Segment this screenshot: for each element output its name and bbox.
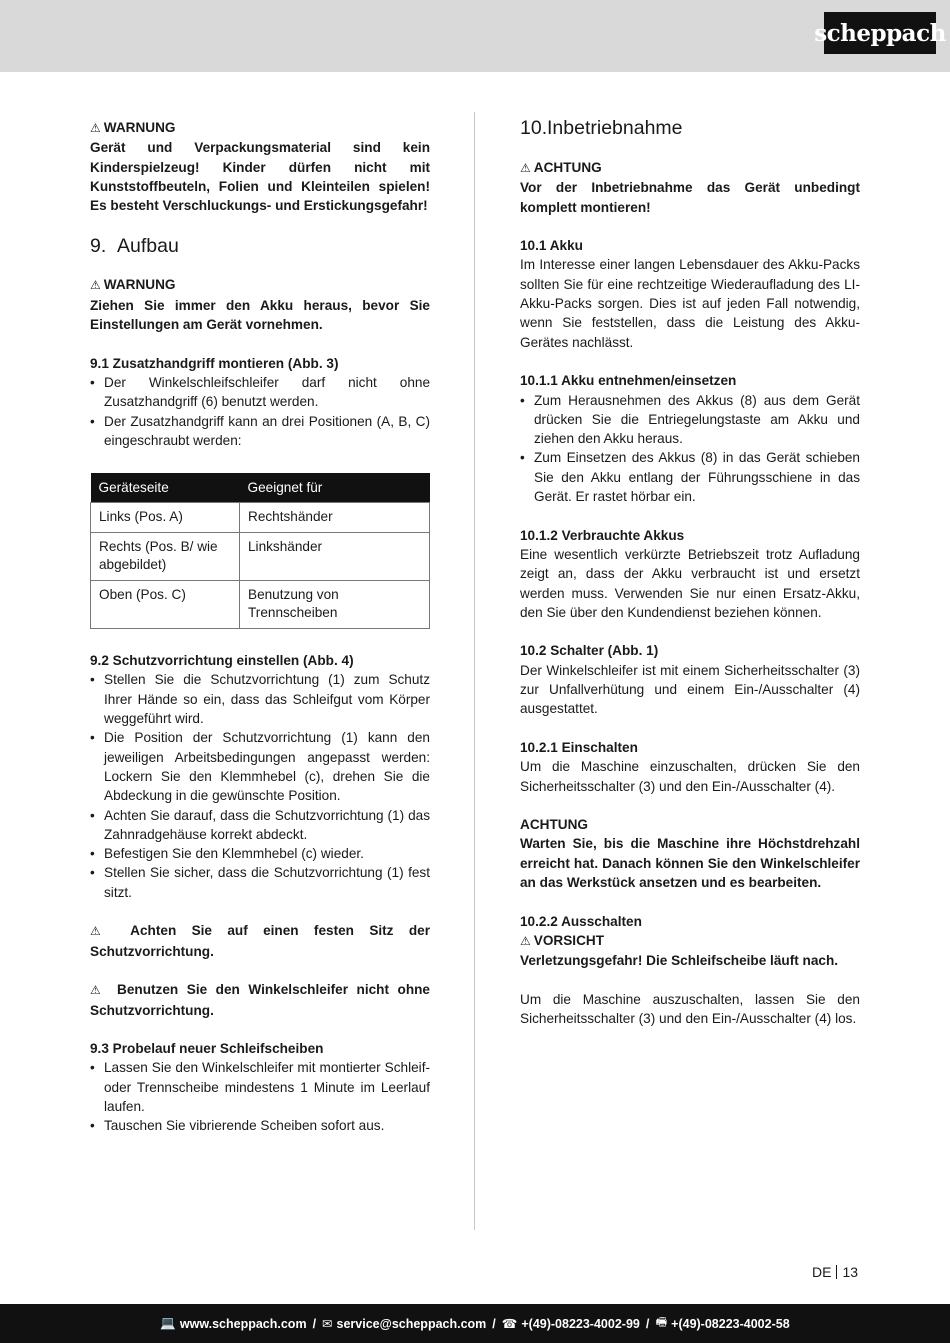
table-row: [91, 533, 430, 581]
warning-heading: [90, 275, 430, 295]
footer-website-link[interactable]: www.scheppach.com: [179, 1316, 307, 1331]
subsection-title: 10.2.2 Ausschalten: [520, 913, 642, 929]
paragraph: Um die Maschine einzuschalten, drücken Sie den Sicherheitsschalter (3) und den Ein-/Ausschalter (4).: [520, 759, 860, 794]
bullet-list: [520, 391, 860, 507]
warning-icon: ⚠: [520, 161, 531, 175]
warning-icon: ⚠: [90, 983, 106, 998]
caution-text: Warten Sie, bis die Maschine ihre Höchstdrehzahl erreicht hat. Danach können Sie den Winkelschleifer an das Werkstück ansetzen und es bearbeiten.: [520, 836, 860, 890]
footer-fax: +(49)-08223-4002-58: [671, 1316, 790, 1331]
list-item: • Lassen Sie den Winkelschleifer mit montierter Schleif- oder Trennscheibe mindestens 1 Minute im Leerlauf laufen.: [90, 1058, 430, 1116]
warning-icon: ⚠: [520, 933, 531, 948]
paragraph: Der Winkelschleifer ist mit einem Sicherheitsschalter (3) zur Unfallverhütung und einem Ein-/Ausschalter (4) ausgestattet.: [520, 662, 860, 717]
brand-logo-text: scheppach: [814, 19, 946, 47]
handle-position-table: [90, 473, 430, 629]
safety-note: [90, 921, 430, 961]
list-item: • Befestigen Sie den Klemmhebel (c) wieder.: [90, 844, 430, 863]
header-bar: [0, 0, 950, 72]
paragraph: Eine wesentlich verkürzte Betriebszeit trotz Aufladung zeigt an, dass der Akku verbraucht ist und ersetzt werden muss. Verwenden Sie nur einen Ersatz-Akku, den Sie über den Kundendienst beziehen können.: [520, 546, 860, 620]
warning-text: Ziehen Sie immer den Akku heraus, bevor Sie Einstellungen am Gerät vornehmen.: [90, 297, 430, 333]
paragraph: Im Interesse einer langen Lebensdauer des Akku-Packs sollten Sie für eine rechtzeitige Wiederaufladung des LI-Akku-Packs sorgen. Dies ist auf jeden Fall notwendig, wenn Sie feststellen, dass die Leistung des Akku-Gerätes nachlässt.: [520, 257, 860, 350]
section-title: Aufbau: [117, 235, 179, 258]
caution-label: ACHTUNG: [520, 817, 588, 833]
table-cell: Rechts (Pos. B/ wie abgebildet): [91, 533, 240, 581]
safety-note: [90, 980, 430, 1020]
list-item: • Stellen Sie die Schutzvorrichtung (1) zum Schutz Ihrer Hände so ein, dass das Schleifgut vom Körper weggeführt wird.: [90, 670, 430, 728]
subsection-title: 10.1 Akku: [520, 238, 583, 254]
footer-bar: [0, 1304, 950, 1343]
list-item: • Tauschen Sie vibrierende Scheiben sofort aus.: [90, 1116, 430, 1135]
warning-label: WARNUNG: [103, 277, 176, 293]
safety-note-text: Achten Sie auf einen festen Sitz der Schutzvorrichtung.: [90, 923, 430, 959]
brand-logo: [814, 12, 946, 54]
left-column: [90, 118, 430, 1136]
mail-icon: ✉: [322, 1317, 333, 1331]
list-item: • Zum Herausnehmen des Akkus (8) aus dem Gerät drücken Sie die Entriegelungstaste am Akku und ziehen den Akku heraus.: [520, 391, 860, 449]
list-item: • Der Winkelschleifschleifer darf nicht ohne Zusatzhandgriff (6) benutzt werden.: [90, 373, 430, 412]
footer-email-link[interactable]: service@scheppach.com: [336, 1316, 487, 1331]
table-cell: Rechtshänder: [240, 503, 430, 533]
list-item: • Stellen Sie sicher, dass die Schutzvorrichtung (1) fest sitzt.: [90, 863, 430, 902]
subsection-title: 10.1.1 Akku entnehmen/einsetzen: [520, 373, 737, 389]
list-item: • Achten Sie darauf, dass die Schutzvorrichtung (1) das Zahnradgehäuse korrekt abdeckt.: [90, 806, 430, 845]
table-cell: Linkshänder: [240, 533, 430, 581]
phone-icon: ☎: [501, 1317, 518, 1331]
table-header-cell: Geräteseite: [91, 473, 240, 503]
warning-text: Gerät und Verpackungsmaterial sind kein Kinderspielzeug! Kinder dürfen nicht mit Kunststoffbeuteln, Folien und Kleinteilen spielen! Es besteht Verschluckungs- und Erstickungsgefahr!: [90, 140, 430, 214]
caution-label: VORSICHT: [533, 932, 605, 948]
warning-icon: ⚠: [90, 278, 101, 293]
page-number: [812, 1264, 858, 1280]
warning-label: WARNUNG: [103, 120, 176, 135]
section-title: Inbetriebnahme: [547, 117, 683, 139]
page-language: DE: [812, 1264, 832, 1280]
bullet-list: [90, 1058, 430, 1135]
subsection-title: 9.2 Schutzvorrichtung einstellen (Abb. 4): [90, 653, 354, 669]
subsection-title: 9.3 Probelauf neuer Schleifscheiben: [90, 1041, 324, 1057]
footer-separator: /: [312, 1316, 317, 1331]
safety-note-text: Benutzen Sie den Winkelschleifer nicht ohne Schutzvorrichtung.: [90, 982, 430, 1018]
table-row: [91, 503, 430, 533]
list-item: • Die Position der Schutzvorrichtung (1) kann den jeweiligen Arbeitsbedingungen angepasst werden: Lockern Sie den Klemmhebel (c), drehen Sie die Abdeckung in die gewünschte Position.: [90, 728, 430, 805]
section-heading: [520, 114, 860, 142]
caution-text: Vor der Inbetriebnahme das Gerät unbedingt komplett montieren!: [520, 180, 860, 215]
caution-heading: [520, 158, 860, 178]
subsection-title: 9.1 Zusatzhandgriff montieren (Abb. 3): [90, 355, 339, 371]
right-column: [520, 114, 860, 1028]
page-number-separator: [836, 1265, 837, 1279]
table-cell: Benutzung von Trennscheiben: [240, 581, 430, 629]
bullet-list: [90, 373, 430, 450]
caution-text: Verletzungsgefahr! Die Schleifscheibe läuft nach.: [520, 953, 839, 969]
list-item: • Der Zusatzhandgriff kann an drei Positionen (A, B, C) eingeschraubt werden:: [90, 412, 430, 451]
table-cell: Oben (Pos. C): [91, 581, 240, 629]
footer-phone: +(49)-08223-4002-99: [521, 1316, 640, 1331]
table-header-row: [91, 473, 430, 503]
section-number: 9.: [90, 235, 107, 258]
subsection-title: 10.1.2 Verbrauchte Akkus: [520, 527, 685, 543]
warning-heading: [90, 118, 430, 138]
footer-separator: /: [492, 1316, 496, 1331]
section-number: 10.: [520, 117, 548, 139]
column-divider: [474, 112, 475, 1230]
computer-icon: 💻: [160, 1316, 176, 1330]
section-heading: [90, 232, 430, 260]
table-row: [91, 581, 430, 629]
table-header-cell: Geeignet für: [240, 473, 430, 503]
warning-icon: ⚠: [90, 924, 113, 939]
subsection-title: 10.2 Schalter (Abb. 1): [520, 643, 659, 659]
paragraph: Um die Maschine auszuschalten, lassen Sie den Sicherheitsschalter (3) und den Ein-/Ausschalter (4) los.: [520, 991, 860, 1027]
bullet-list: [90, 670, 430, 902]
table-cell: Links (Pos. A): [91, 503, 240, 533]
subsection-title: 10.2.1 Einschalten: [520, 739, 638, 755]
caution-label: ACHTUNG: [533, 160, 602, 175]
warning-icon: ⚠: [90, 121, 101, 135]
page-number-value: 13: [842, 1264, 859, 1280]
footer-separator: /: [645, 1316, 650, 1331]
fax-icon: 🖷: [655, 1315, 668, 1329]
list-item: • Zum Einsetzen des Akkus (8) in das Gerät schieben Sie den Akku entlang der Führungsschiene in das Gerät. Er rastet hörbar ein.: [520, 448, 860, 506]
caution-heading: [520, 931, 860, 951]
